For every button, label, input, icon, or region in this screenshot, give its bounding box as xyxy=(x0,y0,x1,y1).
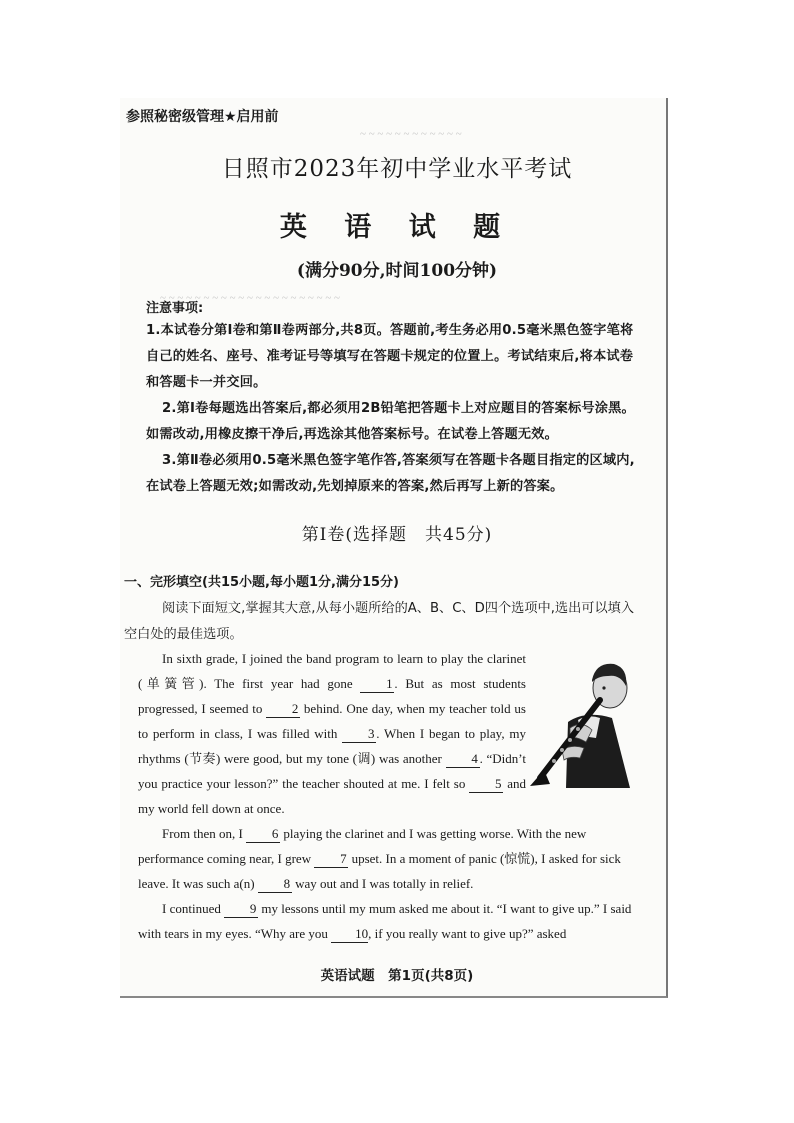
notice-item-2: 2.第Ⅰ卷每题选出答案后,都必须用2B铅笔把答题卡上对应题目的答案标号涂黑。如需改动,用橡皮擦干净后,再选涂其他答案标号。在试卷上答题无效。 xyxy=(146,401,635,442)
blank-4[interactable]: 4 xyxy=(446,751,480,768)
passage-paragraph-3: I continued 9 my lessons until my mum asked me about it. “I want to give up.” I said with tears in my eyes. “Why are you 10, if you really want to give up?” asked xyxy=(138,901,632,941)
subject-title: 英 语 试 题 xyxy=(279,212,515,243)
page-footer: 英语试题 第1页(共8页) xyxy=(320,968,474,984)
blank-1[interactable]: 1 xyxy=(360,676,394,693)
blank-8[interactable]: 8 xyxy=(258,876,292,893)
blank-10[interactable]: 10 xyxy=(331,926,368,943)
exam-title: 日照市2023年初中学业水平考试 xyxy=(221,156,573,182)
notice-item-1: 1.本试卷分第Ⅰ卷和第Ⅱ卷两部分,共8页。答题前,考生务必用0.5毫米黑色签字笔将自己的姓名、座号、准考证号等填写在答题卡规定的位置上。考试结束后,将本试卷和答题卡一并交回。 xyxy=(146,323,634,390)
blank-6[interactable]: 6 xyxy=(246,826,280,843)
notice-heading: 注意事项: xyxy=(146,301,204,316)
bleed-through: ~ ~ ~ ~ ~ ~ ~ ~ ~ ~ ~ ~ xyxy=(360,128,462,140)
notice-item-3: 3.第Ⅱ卷必须用0.5毫米黑色签字笔作答,答案须写在答题卡各题目指定的区域内,在试卷上答题无效;如需改动,先划掉原来的答案,然后再写上新的答案。 xyxy=(146,453,635,494)
blank-7[interactable]: 7 xyxy=(314,851,348,868)
blank-5[interactable]: 5 xyxy=(469,776,503,793)
passage-paragraph-1: In sixth grade, I joined the band program to learn to play the clarinet (单簧管). The first year had gone 1 . But as most students progressed, I seemed to 2 behind. One day, when my teacher told us to perform in class, I was filled with 3 . When I began to play, my rhythms (节奏) were good, but my tone (调) was another 4 . “Didn’t you practice your lesson?” the teacher shouted at me. I felt so 5 and my world fell down at once. xyxy=(138,651,527,816)
confidentiality-label: 参照秘密级管理★启用前 xyxy=(126,109,279,125)
score-time-info: (满分90分,时间100分钟) xyxy=(296,261,498,281)
part-title: 第Ⅰ卷(选择题 共45分) xyxy=(301,525,493,545)
boy-playing-clarinet-illustration xyxy=(526,652,634,788)
blank-2[interactable]: 2 xyxy=(266,701,300,718)
blank-3[interactable]: 3 xyxy=(342,726,376,743)
bleed-through: ~ ~ ~ ~ ~ ~ ~ ~ ~ ~ ~ ~ ~ ~ ~ ~ ~ ~ ~ ~ ~ xyxy=(160,292,340,304)
section-heading: 一、完形填空(共15小题,每小题1分,满分15分) xyxy=(124,575,399,590)
directions: 阅读下面短文,掌握其大意,从每小题所给的A、B、C、D四个选项中,选出可以填入空白处的最佳选项。 xyxy=(124,601,635,642)
passage-paragraph-2: From then on, I 6 playing the clarinet and I was getting worse. With the new performance coming near, I grew 7 upset. In a moment of panic (惊慌), I asked for sick leave. It was such a(n) 8 way out and I was totally in relief. xyxy=(138,826,621,891)
blank-9[interactable]: 9 xyxy=(224,901,258,918)
